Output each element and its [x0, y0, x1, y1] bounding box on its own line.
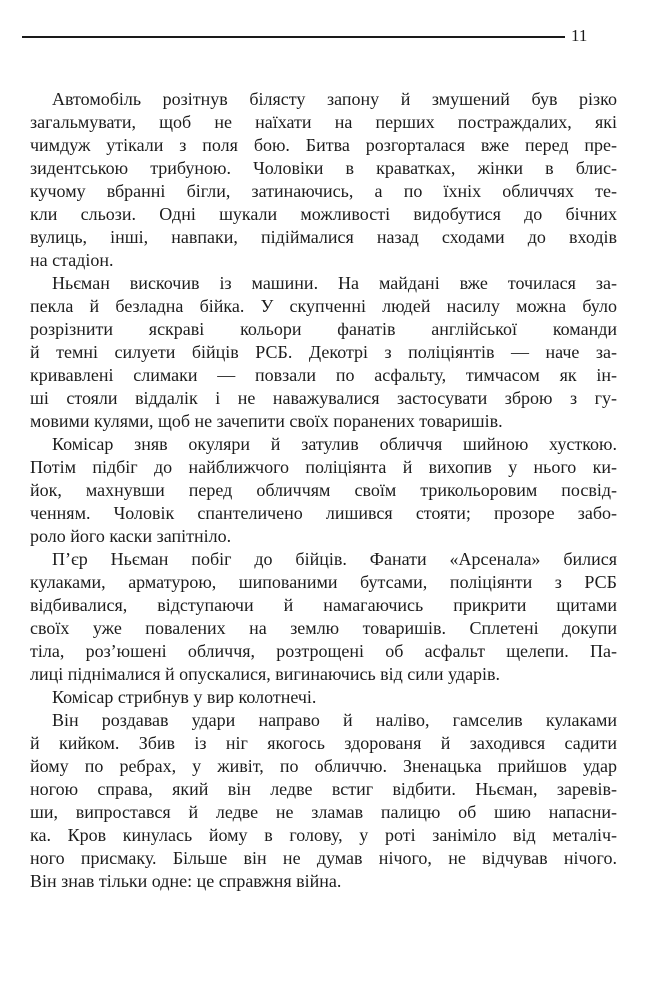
text-line: ченням. Чоловік спантеличено лишився стояти; прозоре забо- — [30, 503, 617, 523]
text-line: йок, махнувши перед обличчям своїм трикольоровим посвід- — [30, 480, 617, 500]
paragraph — [30, 686, 617, 709]
text-line: кли сльози. Одні шукали можливості видобутися до бічних — [30, 204, 617, 224]
paragraph — [30, 88, 617, 272]
text-line: кривавлені слимаки — повзали по асфальту, тимчасом як ін- — [30, 365, 617, 385]
text-line: мовими кулями, щоб не зачепити своїх поранених товаришів. — [30, 411, 503, 431]
text-line: Комісар зняв окуляри й затулив обличчя шийною хусткою. — [52, 434, 617, 454]
text-line: ші стояли віддалік і не наважувалися застосувати зброю з гу- — [30, 388, 617, 408]
text-line: й темні силуети бійців РСБ. Декотрі з поліціянтів — наче за- — [30, 342, 617, 362]
header-rule — [22, 36, 565, 38]
text-line: Він знав тільки одне: це справжня війна. — [30, 871, 342, 891]
text-line: ши, випростався й ледве не зламав палицю об шию напасни- — [30, 802, 617, 822]
page-number: 11 — [571, 26, 588, 45]
text-line: роло його каски запітніло. — [30, 526, 232, 546]
text-line: лиці піднімалися й опускалися, вигинаючись від сили ударів. — [30, 664, 501, 684]
paragraph — [30, 709, 617, 893]
paragraph — [30, 548, 617, 686]
text-line: П’єр Ньєман побіг до бійців. Фанати «Арсенала» билися — [52, 549, 617, 569]
text-line: Він роздавав удари направо й наліво, гамселив кулаками — [52, 710, 617, 730]
text-line: тіла, роз’юшені обличчя, розтрощені об асфальт щелепи. Па- — [30, 641, 617, 661]
text-line: й кийком. Збив із ніг якогось здорованя й заходився садити — [30, 733, 617, 753]
text-line: кучому вбранні бігли, затинаючись, а по їхніх обличчях те- — [30, 181, 617, 201]
text-line: ногою справа, який він ледве встиг відбити. Ньєман, заревів- — [30, 779, 617, 799]
text-line: відбивалися, відступаючи й намагаючись прикрити щитами — [30, 595, 617, 615]
text-line: пекла й безладна бійка. У скупченні людей насилу можна було — [30, 296, 617, 316]
text-line: своїх уже повалених на землю товаришів. Сплетені докупи — [30, 618, 617, 638]
paragraph — [30, 433, 617, 548]
text-line: Комісар стрибнув у вир колотнечі. — [52, 687, 317, 707]
paragraph — [30, 272, 617, 433]
text-line: Автомобіль розітнув білясту запону й змушений був різко — [52, 89, 617, 109]
text-line: на стадіон. — [30, 250, 114, 270]
text-line: розрізнити яскраві кольори фанатів англійської команди — [30, 319, 617, 339]
text-line: йому по ребрах, у живіт, по обличчю. Зненацька прийшов удар — [30, 756, 617, 776]
text-line: Ньєман вискочив із машини. На майдані вже точилася за- — [52, 273, 617, 293]
text-line: ного присмаку. Більше він не думав нічого, не відчував нічого. — [30, 848, 617, 868]
text-line: чимдуж утікали з поля бою. Битва розгорталася вже перед пре- — [30, 135, 617, 155]
text-line: кулаками, арматурою, шипованими бутсами, поліціянти з РСБ — [30, 572, 617, 592]
text-line: Потім підбіг до найближчого поліціянта й вихопив у нього ки- — [30, 457, 617, 477]
text-line: зидентською трибуною. Чоловіки в краватках, жінки в блис- — [30, 158, 617, 178]
text-line: загальмувати, щоб не наїхати на перших постраждалих, які — [30, 112, 617, 132]
text-line: вулиць, інші, навпаки, підіймалися назад сходами до входів — [30, 227, 617, 247]
text-line: ка. Кров кинулась йому в голову, у роті заніміло від металіч- — [30, 825, 617, 845]
body-text — [30, 88, 617, 893]
